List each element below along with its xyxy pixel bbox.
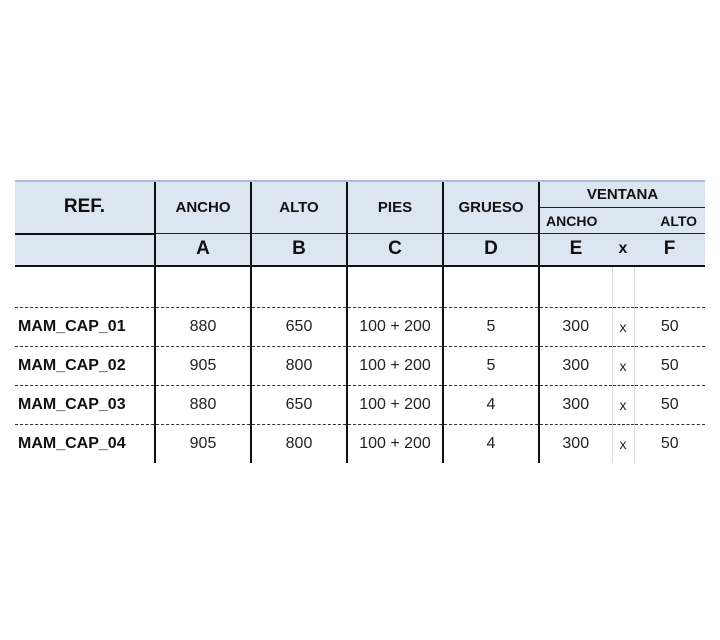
cell-ventana-alto: 50 xyxy=(634,307,705,346)
cell-ref: MAM_CAP_04 xyxy=(18,434,126,452)
cell-ventana-alto: 50 xyxy=(634,385,705,424)
empty-cell xyxy=(347,266,443,308)
cell-ref: MAM_CAP_01 xyxy=(15,307,155,346)
header-ref-blank xyxy=(15,234,155,266)
empty-cell xyxy=(15,266,155,308)
empty-cell xyxy=(155,266,251,308)
cell-ancho: 905 xyxy=(155,424,251,463)
empty-cell xyxy=(539,266,612,308)
cell-pies: 100 + 200 xyxy=(347,346,443,385)
cell-ref: MAM_CAP_03 xyxy=(15,385,155,424)
cell-x: x xyxy=(612,385,634,424)
empty-cell xyxy=(634,266,705,308)
cell-ventana-ancho: 300 xyxy=(539,424,612,463)
header-letter-f: F xyxy=(634,234,705,266)
cell-ventana-ancho: 300 xyxy=(539,385,612,424)
header-letter-e: E xyxy=(539,234,612,266)
empty-cell xyxy=(443,266,539,308)
header-ventana-alto: ALTO xyxy=(634,208,705,234)
cell-ancho: 905 xyxy=(155,346,251,385)
cell-x: x xyxy=(612,424,634,463)
empty-cell xyxy=(612,266,634,308)
cell-x: x xyxy=(612,307,634,346)
cell-x: x xyxy=(612,346,634,385)
cell-grueso: 4 xyxy=(443,385,539,424)
cell-ref: MAM_CAP_02 xyxy=(15,346,155,385)
cell-ventana-alto: 50 xyxy=(634,424,705,463)
cell-ancho: 880 xyxy=(155,307,251,346)
header-letter-a: A xyxy=(155,234,251,266)
header-grueso: GRUESO xyxy=(443,181,539,234)
header-letter-x: x xyxy=(612,234,634,266)
cell-ancho: 880 xyxy=(155,385,251,424)
empty-cell xyxy=(251,266,347,308)
table-row xyxy=(15,385,705,424)
dimensions-table xyxy=(15,180,705,463)
cell-alto: 800 xyxy=(251,424,347,463)
header-ventana: VENTANA xyxy=(539,181,705,208)
cell-grueso: 4 xyxy=(443,424,539,463)
header-letter-c: C xyxy=(347,234,443,266)
header-ref: REF. xyxy=(15,181,155,234)
cell-alto: 800 xyxy=(251,346,347,385)
header-ancho: ANCHO xyxy=(155,181,251,234)
header-ventana-ancho: ANCHO xyxy=(539,208,634,234)
cell-grueso: 5 xyxy=(443,346,539,385)
cell-ventana-ancho: 300 xyxy=(539,346,612,385)
header-pies: PIES xyxy=(347,181,443,234)
cell-ventana-alto: 50 xyxy=(634,346,705,385)
cell-pies: 100 + 200 xyxy=(347,424,443,463)
cell-pies: 100 + 200 xyxy=(347,385,443,424)
table-row xyxy=(15,424,705,463)
header-letter-b: B xyxy=(251,234,347,266)
spreadsheet xyxy=(15,180,705,463)
cell-grueso: 5 xyxy=(443,307,539,346)
table-row xyxy=(15,346,705,385)
table-row-empty xyxy=(15,266,705,308)
header-alto: ALTO xyxy=(251,181,347,234)
cell-pies: 100 + 200 xyxy=(347,307,443,346)
cell-alto: 650 xyxy=(251,307,347,346)
cell-ventana-ancho: 300 xyxy=(539,307,612,346)
table-row xyxy=(15,307,705,346)
cell-alto: 650 xyxy=(251,385,347,424)
header-letter-d: D xyxy=(443,234,539,266)
